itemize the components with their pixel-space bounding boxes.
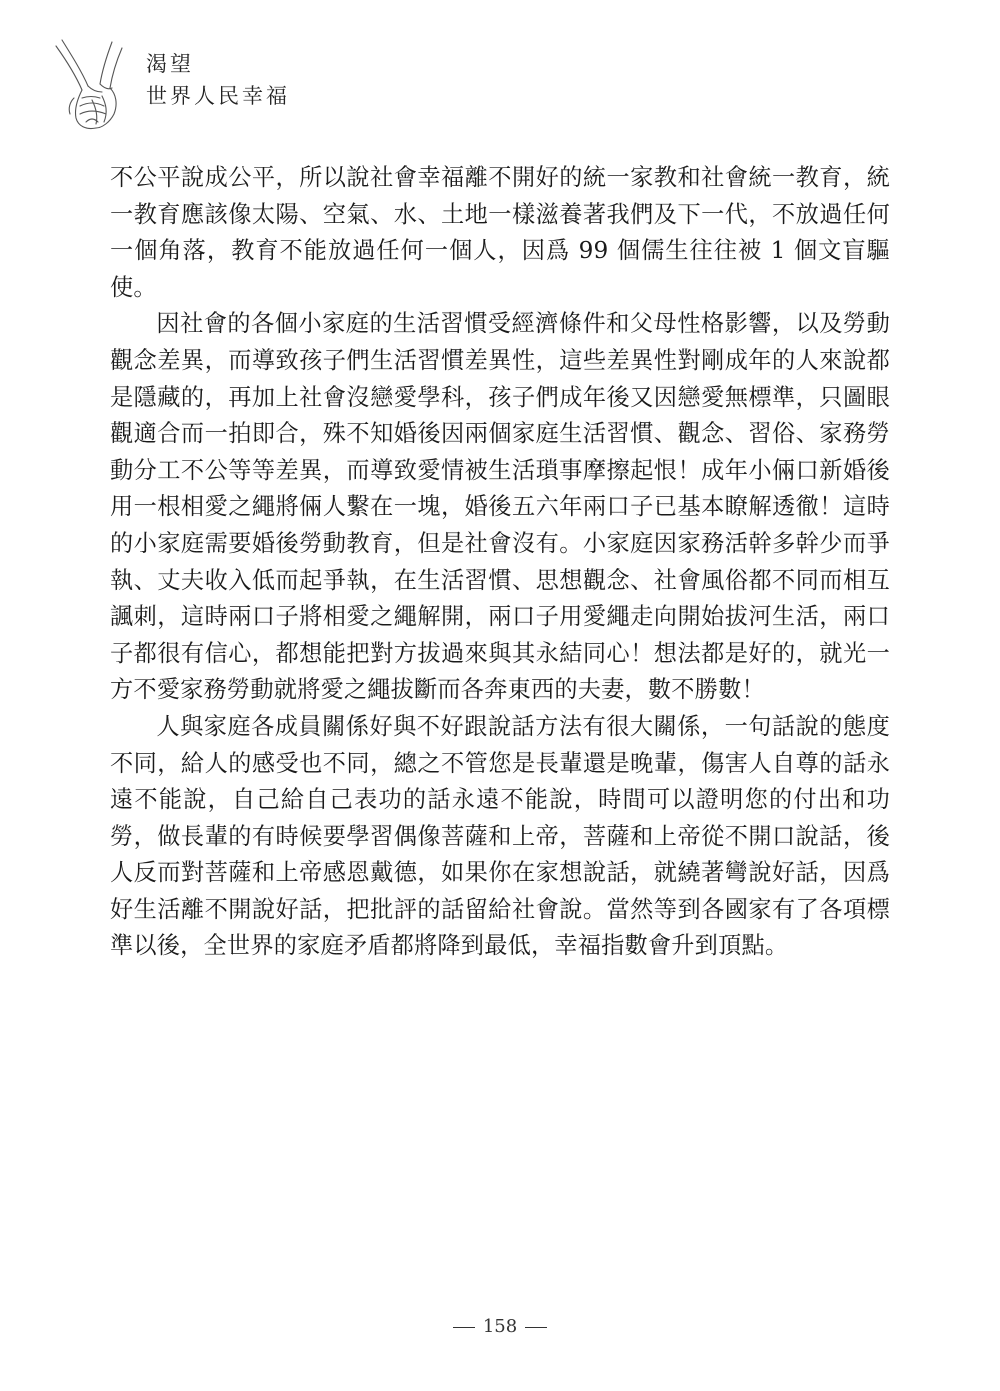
page-footer xyxy=(0,1316,1000,1337)
page-number: 158 xyxy=(482,1316,518,1337)
page-header xyxy=(52,28,312,128)
footer-dash-right xyxy=(525,1327,547,1328)
paragraph: 因社會的各個小家庭的生活習慣受經濟條件和父母性格影響，以及勞動觀念差異，而導致孩子們生活習慣差異性，這些差異性對剛成年的人來說都是隱藏的，再加上社會沒戀愛學科，孩子們成年後又因戀愛無標準，只圖眼觀適合而一拍即合，殊不知婚後因兩個家庭生活習慣、觀念、習俗、家務勞動分工不公等等差異，而導致愛情被生活瑣事摩擦起恨！成年小倆口新婚後用一根相愛之繩將倆人繫在一塊，婚後五六年兩口子已基本瞭解透徹！這時的小家庭需要婚後勞動教育，但是社會沒有。小家庭因家務活幹多幹少而爭執、丈夫收入低而起爭執，在生活習慣、思想觀念、社會風俗都不同而相互諷刺，這時兩口子將相愛之繩解開，兩口子用愛繩走向開始拔河生活，兩口子都很有信心，都想能把對方拔過來與其永結同心！想法都是好的，就光一方不愛家務勞動就將愛之繩拔斷而各奔東西的夫妻，數不勝數！ xyxy=(110,310,890,704)
body-text xyxy=(110,160,890,965)
paragraph: 人與家庭各成員關係好與不好跟說話方法有很大關係，一句話說的態度不同，給人的感受也不同，總之不管您是長輩還是晚輩，傷害人自尊的話永遠不能說，自己給自己表功的話永遠不能說，時間可以證明您的付出和功勞，做長輩的有時候要學習偶像菩薩和上帝，菩薩和上帝從不開口說話，後人反而對菩薩和上帝感恩戴德，如果你在家想說話，就繞著彎說好話，因爲好生活離不開說好話，把批評的話留給社會說。當然等到各國家有了各項標準以後，全世界的家庭矛盾都將降到最低，幸福指數會升到頂點。 xyxy=(110,712,890,960)
header-title: 渴望 xyxy=(146,52,194,76)
holding-hands-icon xyxy=(52,38,144,134)
header-subtitle: 世界人民幸福 xyxy=(146,84,290,108)
footer-dash-left xyxy=(453,1327,475,1328)
paragraph: 不公平說成公平，所以說社會幸福離不開好的統一家教和社會統一教育，統一教育應該像太陽、空氣、水、土地一樣滋養著我們及下一代，不放過任何一個角落，教育不能放過任何一個人，因爲 99 個儒生往往被 1 個文盲驅使。 xyxy=(110,164,890,301)
